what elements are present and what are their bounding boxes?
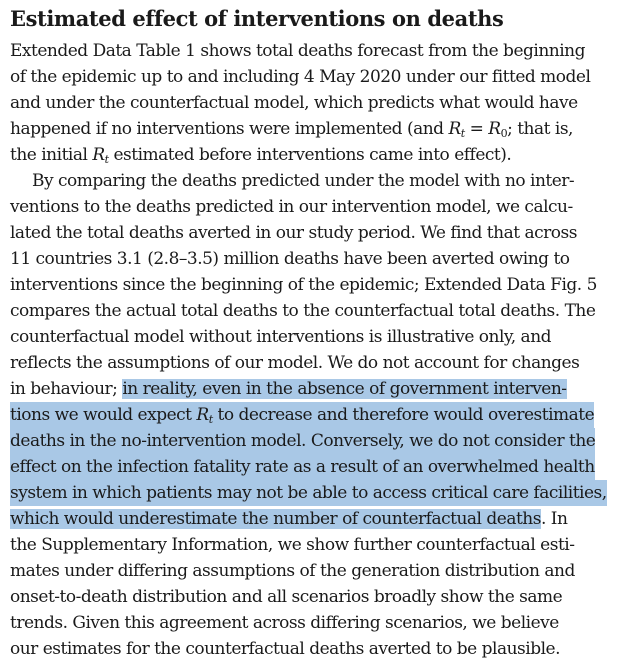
highlighted-text: which would underestimate the number of counterfactual deaths [10,509,541,529]
highlighted-line [10,402,594,428]
highlighted-text: in reality, even in the absence of government interven- [122,379,567,399]
paragraph-line [10,636,560,662]
paragraph-line [10,298,595,324]
highlighted-line [10,454,595,480]
highlighted-line [10,428,595,454]
paragraph-line [10,376,567,402]
line-text: 11 countries 3.1 (2.8–3.5) million deaths have been averted owing to [10,249,570,269]
line-text: to decrease and therefore would overestimate [212,405,595,425]
subscript-t: t [208,413,213,426]
line-text: the initial [10,145,93,165]
paragraph-line [10,194,573,220]
paragraph-line [10,558,575,584]
paragraph-line [10,90,578,116]
equals-sign: = [464,119,489,139]
line-text: the Supplementary Information, we show further counterfactual esti- [10,535,575,555]
paragraph-line [32,168,574,194]
paragraph-line [10,350,579,376]
paragraph-line [10,246,570,272]
line-text: . In [540,509,568,529]
line-text: estimated before interventions came into effect). [108,145,512,165]
r0-symbol: R [488,119,501,139]
paragraph-line [10,116,573,142]
line-text: effect on the infection fatality rate as a result of an overwhelmed health [10,457,595,477]
paragraph-line [10,38,585,64]
rt-symbol: R [92,145,105,165]
paragraph-line [10,220,577,246]
line-text: our estimates for the counterfactual deaths averted to be plausible. [10,639,560,659]
paragraph-line [10,64,590,90]
rt-symbol: R [196,405,209,425]
line-text: Extended Data Table 1 shows total deaths forecast from the beginning [10,41,585,61]
line-text: of the epidemic up to and including 4 May 2020 under our fitted model [10,67,591,87]
highlighted-line [10,480,607,506]
subscript-t: t [104,153,109,166]
line-text: mates under differing assumptions of the generation distribution and [10,561,575,581]
line-text: interventions since the beginning of the epidemic; Extended Data Fig. 5 [10,275,597,295]
section-heading: Estimated effect of interventions on deaths [10,6,504,31]
line-text: system in which patients may not be able to access critical care facilities, [10,483,607,503]
line-text: deaths in the no-intervention model. Conversely, we do not consider the [10,431,596,451]
line-text: ventions to the deaths predicted in our intervention model, we calcu- [10,197,573,217]
paragraph-line [10,610,559,636]
line-text: in behaviour; [10,379,123,399]
paragraph-line [10,532,574,558]
paragraph-line [10,584,562,610]
line-text: tions we would expect [10,405,197,425]
line-text: ; that is, [507,119,573,139]
line-text: happened if no interventions were implemented (and [10,119,449,139]
rt-symbol: R [448,119,461,139]
line-text: and under the counterfactual model, which predicts what would have [10,93,578,113]
line-text: trends. Given this agreement across differing scenarios, we believe [10,613,559,633]
line-text: lated the total deaths averted in our study period. We find that across [10,223,577,243]
line-text: compares the actual total deaths to the counterfactual total deaths. The [10,301,596,321]
line-text: onset-to-death distribution and all scenarios broadly show the same [10,587,563,607]
subscript-zero: 0 [500,127,508,140]
line-text: reflects the assumptions of our model. We do not account for changes [10,353,580,373]
line-text: counterfactual model without interventions is illustrative only, and [10,327,552,347]
line-text: By comparing the deaths predicted under the model with no inter- [32,171,575,191]
paragraph-line [10,324,551,350]
paragraph-line [10,506,567,532]
paragraph-line [10,272,597,298]
subscript-t: t [460,127,465,140]
paragraph-line [10,142,511,168]
